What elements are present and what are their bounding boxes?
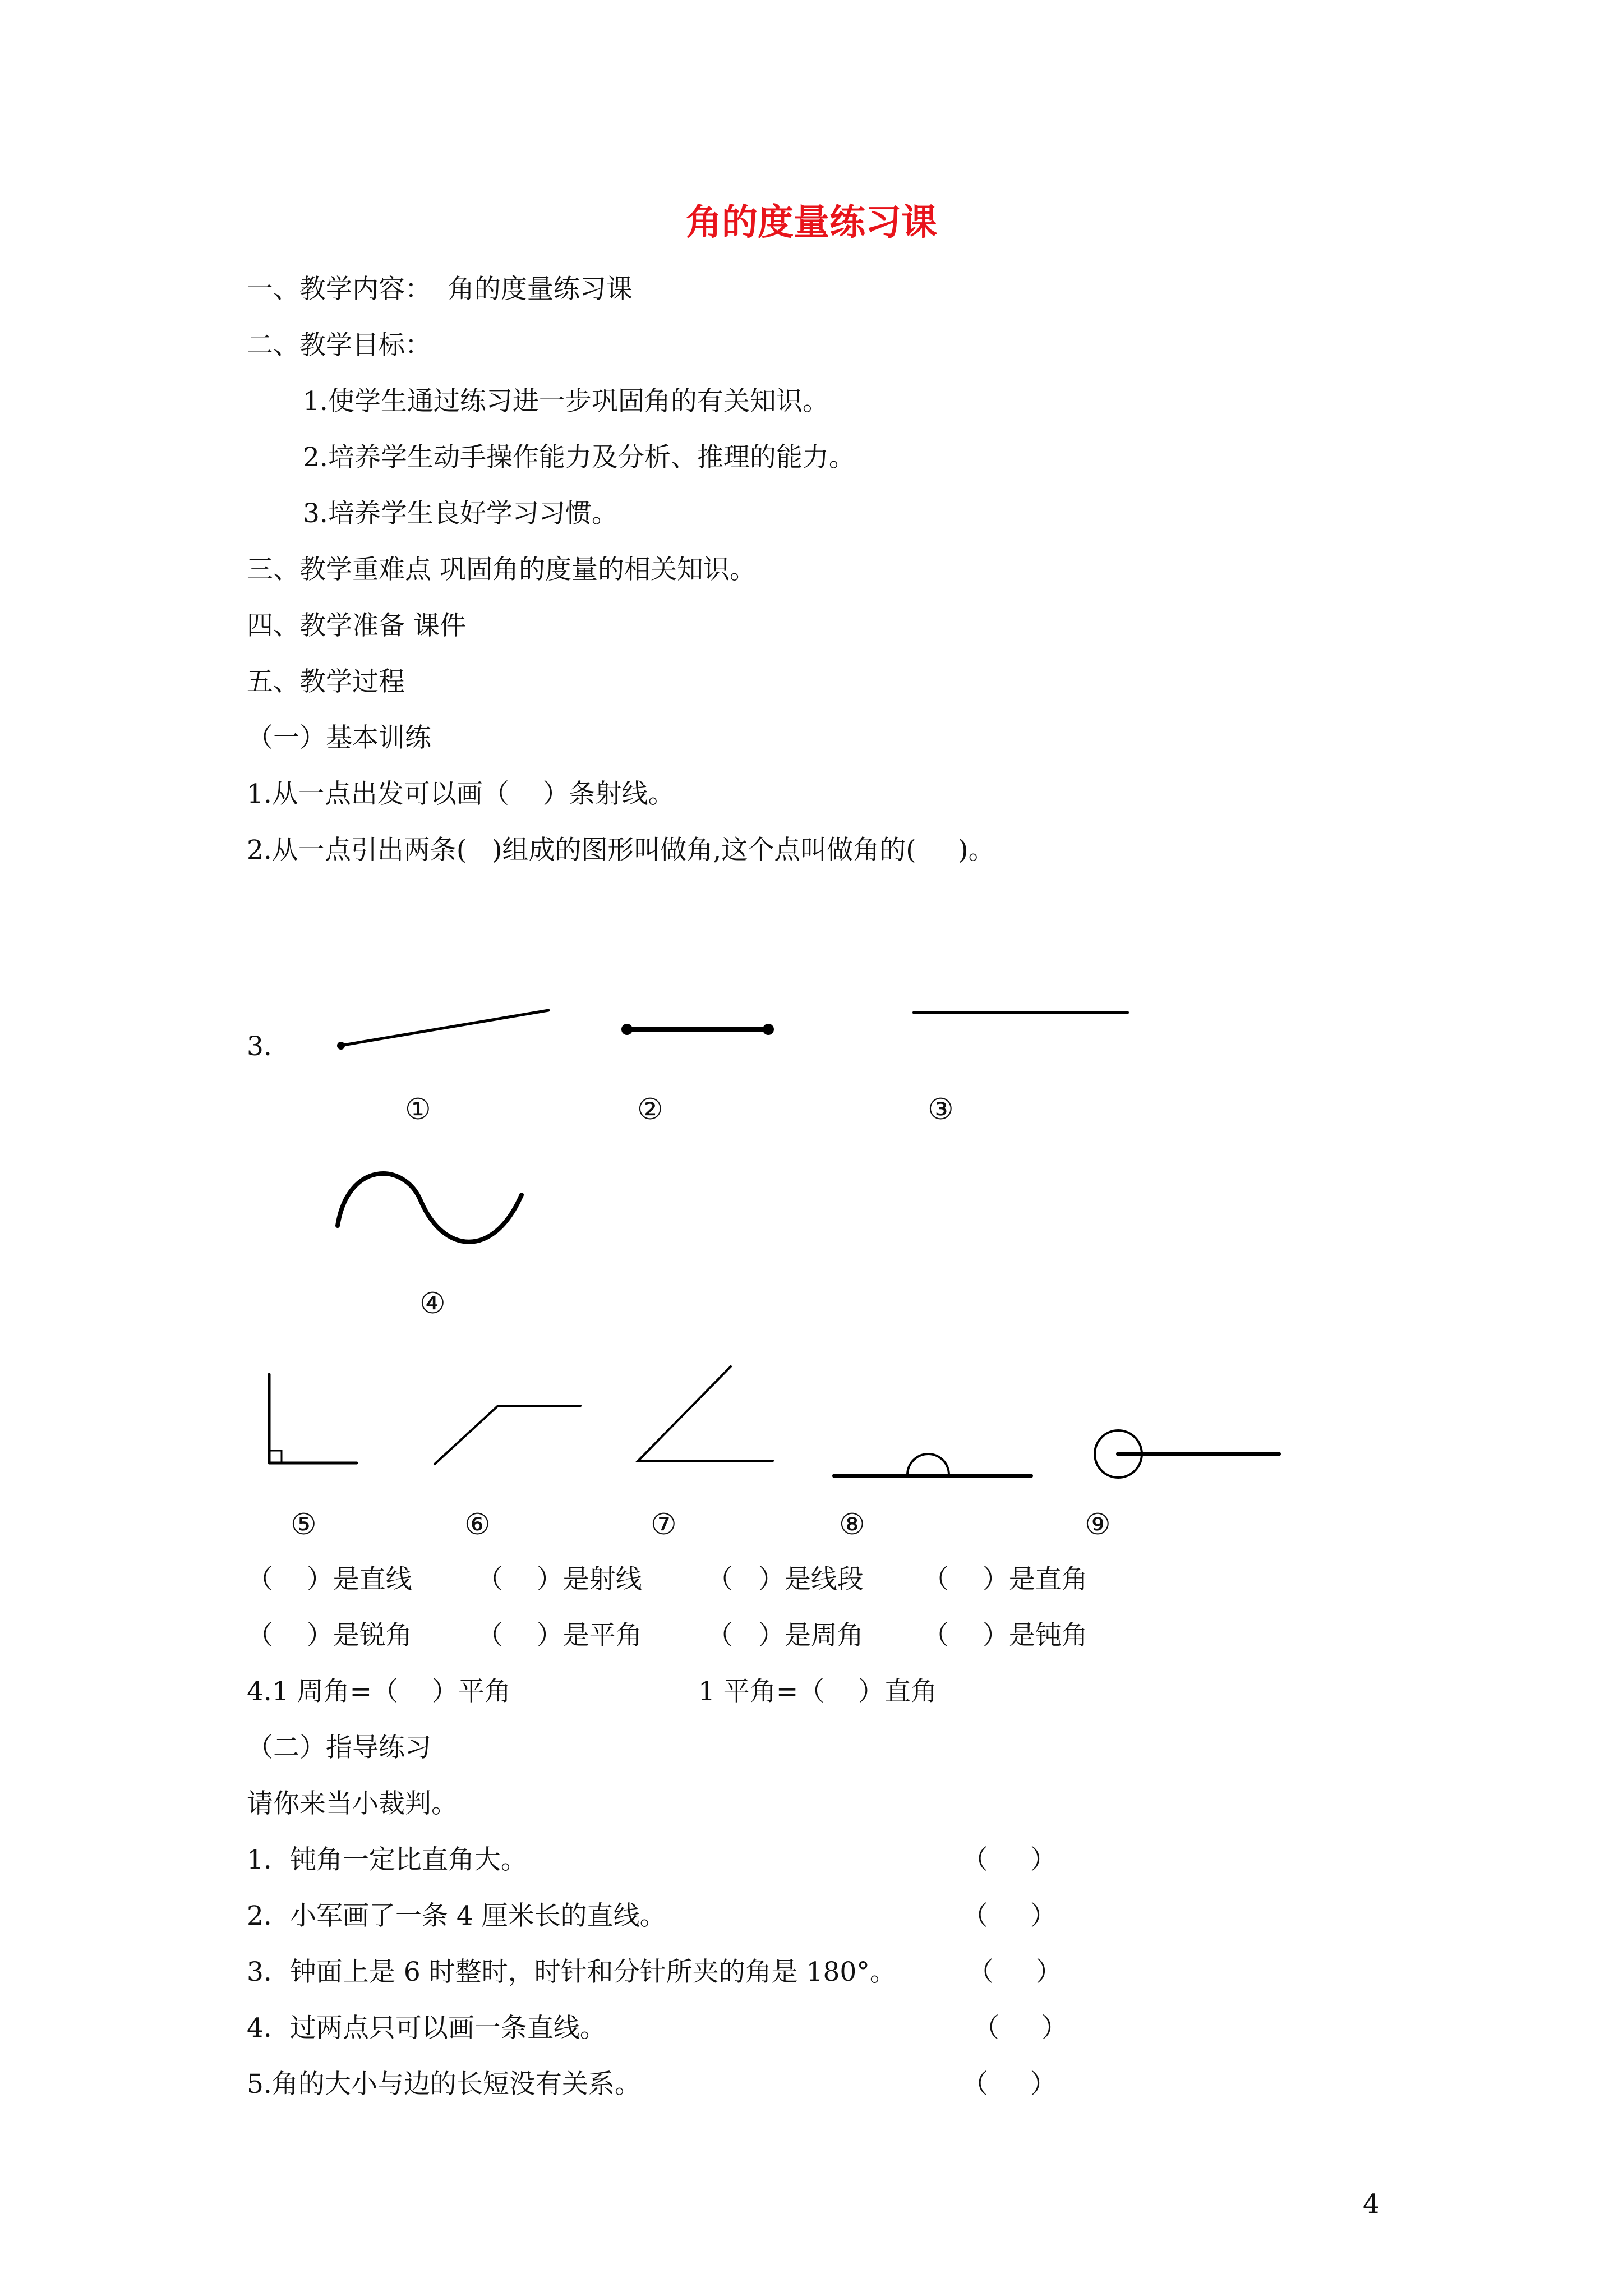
figure-9-full-angle xyxy=(1095,1430,1279,1478)
fill-blank: （ ）是钝角 xyxy=(923,1620,1088,1651)
figure-label-7: ⑦ xyxy=(651,1508,677,1542)
judge-item: 3．钟面上是 6 时整时，时针和分针所夹的角是 180°。 xyxy=(247,1957,896,1987)
answer-blank: （ ） xyxy=(962,1901,1057,1931)
teaching-process: 五、教学过程 xyxy=(247,666,405,697)
judge-item: 4．过两点只可以画一条直线。 xyxy=(247,2013,606,2044)
fill-blank: （ ）是射线 xyxy=(477,1564,642,1595)
figure-label-4: ④ xyxy=(419,1287,446,1320)
judge-item: 2．小军画了一条 4 厘米长的直线。 xyxy=(247,1901,666,1931)
figure-label-1: ① xyxy=(405,1093,431,1126)
goals-heading: 二、教学目标： xyxy=(247,330,431,361)
question-2: 2.从一点引出两条( )组成的图形叫做角,这个点叫做角的( )。 xyxy=(247,835,995,866)
answer-blank: （ ） xyxy=(973,2013,1068,2044)
figure-7-acute-angle xyxy=(638,1366,773,1461)
goal-item: 2.培养学生动手操作能力及分析、推理的能力。 xyxy=(303,442,855,473)
question-3-label: 3. xyxy=(247,1031,272,1062)
figure-label-9: ⑨ xyxy=(1085,1508,1111,1542)
judge-item: 5.角的大小与边的长短没有关系。 xyxy=(247,2069,641,2100)
fill-blank: （ ）是线段 xyxy=(707,1564,864,1595)
basic-training-heading: （一）基本训练 xyxy=(247,723,431,753)
answer-blank: （ ） xyxy=(962,2069,1057,2100)
fill-blank: （ ）是直线 xyxy=(247,1564,412,1595)
teaching-prep: 四、教学准备 课件 xyxy=(247,610,466,641)
answer-blank: （ ） xyxy=(967,1957,1062,1987)
figure-6-obtuse-angle xyxy=(435,1406,580,1464)
answer-blank: （ ） xyxy=(962,1844,1057,1875)
goal-item: 3.培养学生良好学习习惯。 xyxy=(303,498,618,529)
page-title: 角的度量练习课 xyxy=(686,202,937,243)
figure-1-endpoint xyxy=(337,1042,345,1050)
key-points: 三、教学重难点 巩固角的度量的相关知识。 xyxy=(247,554,756,585)
guided-practice-intro: 请你来当小裁判。 xyxy=(247,1788,458,1819)
teaching-content: 一、教学内容： 角的度量练习课 xyxy=(247,274,633,305)
page-number: 4 xyxy=(1363,2189,1380,2220)
fill-blank: （ ）是直角 xyxy=(923,1564,1088,1595)
figure-2-endpoint-right xyxy=(763,1024,774,1035)
question-4-part-1: 4.1 周角=（ ）平角 xyxy=(247,1676,511,1707)
guided-practice-heading: （二）指导练习 xyxy=(247,1732,431,1763)
question-4-part-2: 1 平角=（ ）直角 xyxy=(698,1676,937,1707)
figure-4-curve xyxy=(338,1174,522,1242)
figure-label-8: ⑧ xyxy=(839,1508,865,1542)
figure-label-3: ③ xyxy=(928,1093,954,1126)
figure-8-straight-angle xyxy=(834,1454,1031,1476)
figure-label-5: ⑤ xyxy=(291,1508,317,1542)
figure-label-2: ② xyxy=(637,1093,663,1126)
fill-blank: （ ）是周角 xyxy=(707,1620,864,1651)
figure-1-ray xyxy=(340,1010,548,1046)
figure-2-endpoint-left xyxy=(621,1024,633,1035)
judge-item: 1．钝角一定比直角大。 xyxy=(247,1844,527,1875)
fill-blank: （ ）是锐角 xyxy=(247,1620,412,1651)
figure-label-6: ⑥ xyxy=(464,1508,491,1542)
question-1: 1.从一点出发可以画（ ）条射线。 xyxy=(247,779,675,809)
goal-item: 1.使学生通过练习进一步巩固角的有关知识。 xyxy=(303,386,829,417)
figure-5-right-angle xyxy=(269,1374,357,1463)
fill-blank: （ ）是平角 xyxy=(477,1620,642,1651)
